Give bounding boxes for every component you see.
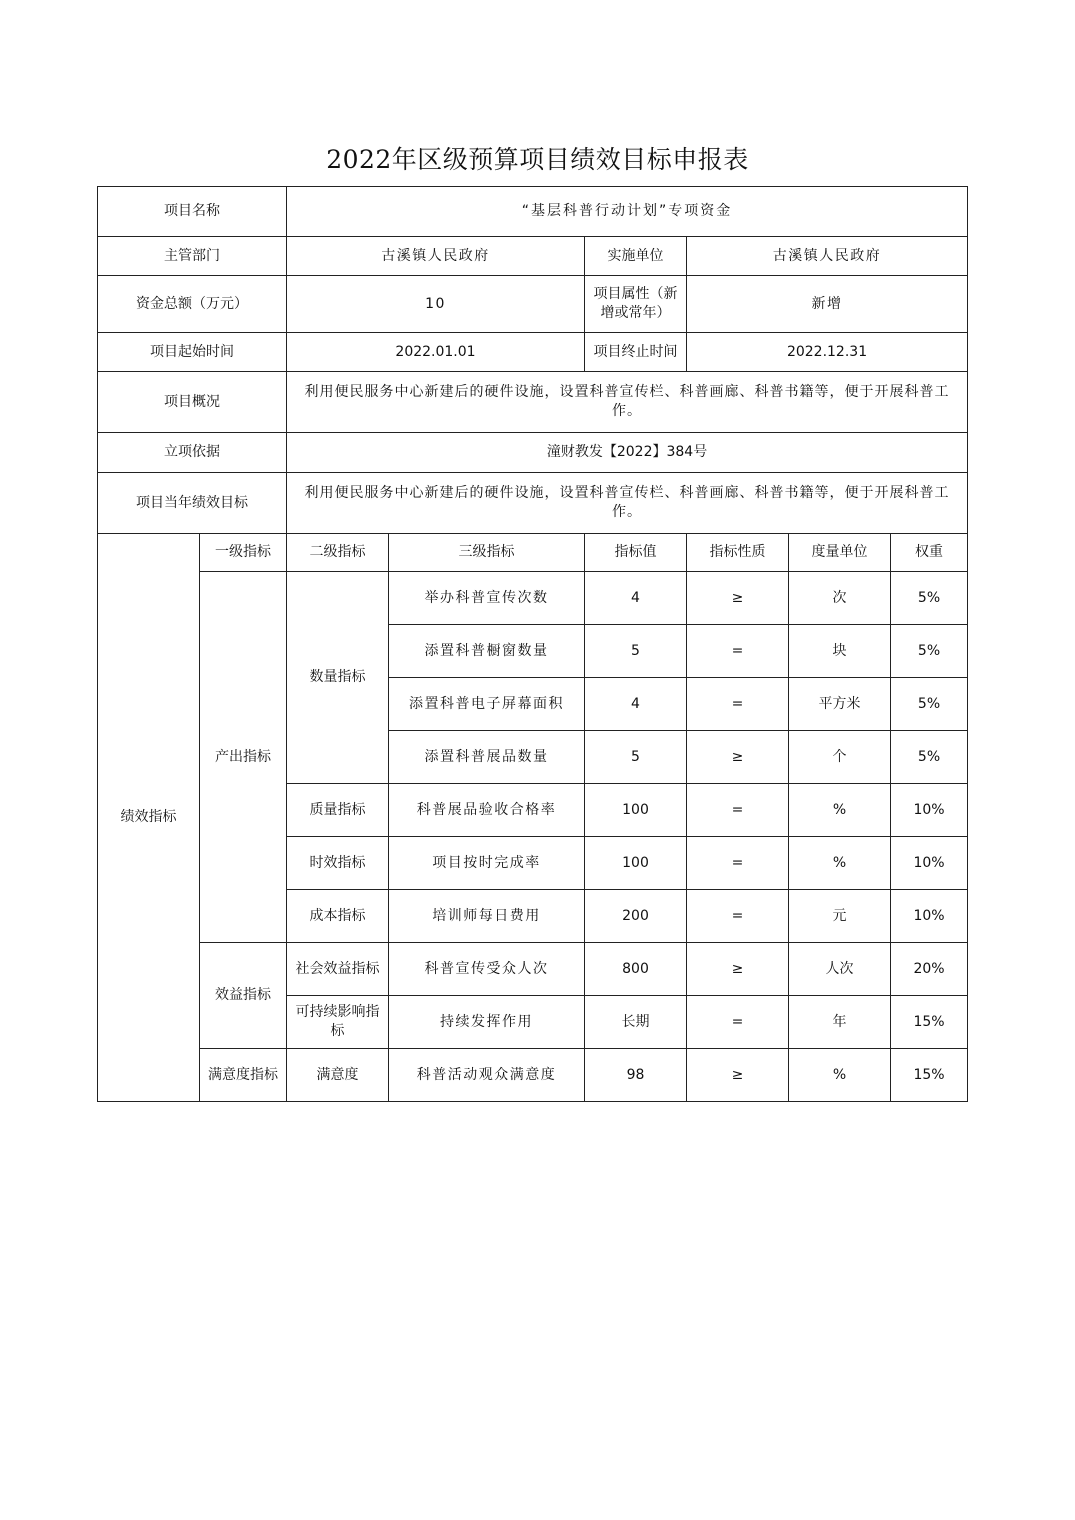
annual-goal-label: 项目当年绩效目标 — [98, 473, 287, 534]
end-time-label: 项目终止时间 — [585, 333, 687, 372]
indicator-value: 100 — [585, 784, 687, 837]
indicator-unit: % — [789, 837, 891, 890]
indicator-nature: ≥ — [687, 1049, 789, 1102]
indicator-nature: ≥ — [687, 943, 789, 996]
start-time-label: 项目起始时间 — [98, 333, 287, 372]
header-unit: 度量单位 — [789, 534, 891, 572]
indicator-unit: 个 — [789, 731, 891, 784]
indicator-nature: = — [687, 625, 789, 678]
sub-cost: 成本指标 — [287, 890, 389, 943]
project-name-label: 项目名称 — [98, 187, 287, 237]
table-row — [98, 572, 968, 625]
indicator-nature: = — [687, 784, 789, 837]
indicator-name: 科普宣传受众人次 — [389, 943, 585, 996]
basis-label: 立项依据 — [98, 433, 287, 473]
indicator-nature: = — [687, 678, 789, 731]
indicator-weight: 10% — [891, 837, 968, 890]
table-row — [98, 1049, 968, 1102]
indicator-unit: 块 — [789, 625, 891, 678]
dept-label: 主管部门 — [98, 237, 287, 276]
indicator-weight: 15% — [891, 1049, 968, 1102]
indicator-name: 持续发挥作用 — [389, 996, 585, 1049]
indicator-value: 800 — [585, 943, 687, 996]
basis-value: 潼财教发【2022】384号 — [287, 433, 968, 473]
indicator-value: 200 — [585, 890, 687, 943]
dept-value: 古溪镇人民政府 — [287, 237, 585, 276]
sub-timeliness: 时效指标 — [287, 837, 389, 890]
attribute-label: 项目属性（新增或常年） — [585, 276, 687, 333]
sub-quality: 质量指标 — [287, 784, 389, 837]
indicator-nature: ≥ — [687, 572, 789, 625]
indicator-name: 科普展品验收合格率 — [389, 784, 585, 837]
sub-satisfaction: 满意度 — [287, 1049, 389, 1102]
group-satisfaction: 满意度指标 — [200, 1049, 287, 1102]
overview-value: 利用便民服务中心新建后的硬件设施，设置科普宣传栏、科普画廊、科普书籍等，便于开展科普工作。 — [287, 372, 968, 433]
indicator-value: 98 — [585, 1049, 687, 1102]
indicator-name: 添置科普展品数量 — [389, 731, 585, 784]
annual-goal-row — [98, 473, 968, 534]
indicator-weight: 20% — [891, 943, 968, 996]
dept-row — [98, 237, 968, 276]
indicator-weight: 5% — [891, 678, 968, 731]
impl-unit-value: 古溪镇人民政府 — [687, 237, 968, 276]
total-funds-label: 资金总额（万元） — [98, 276, 287, 333]
indicator-name: 添置科普橱窗数量 — [389, 625, 585, 678]
indicator-unit: 元 — [789, 890, 891, 943]
indicator-weight: 5% — [891, 731, 968, 784]
indicator-unit: % — [789, 1049, 891, 1102]
project-name-row — [98, 187, 968, 237]
indicator-weight: 10% — [891, 784, 968, 837]
indicator-value: 4 — [585, 572, 687, 625]
indicator-nature: = — [687, 890, 789, 943]
indicator-value: 长期 — [585, 996, 687, 1049]
indicator-name: 项目按时完成率 — [389, 837, 585, 890]
indicator-unit: % — [789, 784, 891, 837]
basis-row — [98, 433, 968, 473]
indicator-weight: 5% — [891, 625, 968, 678]
indicator-value: 5 — [585, 731, 687, 784]
group-output: 产出指标 — [200, 572, 287, 943]
sub-sustainable: 可持续影响指标 — [287, 996, 389, 1049]
time-row — [98, 333, 968, 372]
project-name-value: “基层科普行动计划”专项资金 — [287, 187, 968, 237]
indicator-weight: 10% — [891, 890, 968, 943]
header-value: 指标值 — [585, 534, 687, 572]
indicator-header-row — [98, 534, 968, 572]
performance-form-table — [97, 186, 968, 1102]
indicator-nature: = — [687, 837, 789, 890]
impl-unit-label: 实施单位 — [585, 237, 687, 276]
indicator-nature: ≥ — [687, 731, 789, 784]
indicator-value: 4 — [585, 678, 687, 731]
indicator-unit: 次 — [789, 572, 891, 625]
indicator-weight: 15% — [891, 996, 968, 1049]
sub-quantity: 数量指标 — [287, 572, 389, 784]
header-weight: 权重 — [891, 534, 968, 572]
indicator-unit: 平方米 — [789, 678, 891, 731]
start-time-value: 2022.01.01 — [287, 333, 585, 372]
performance-label: 绩效指标 — [98, 534, 200, 1102]
funds-row — [98, 276, 968, 333]
sub-social: 社会效益指标 — [287, 943, 389, 996]
header-level1: 一级指标 — [200, 534, 287, 572]
header-level3: 三级指标 — [389, 534, 585, 572]
indicator-name: 科普活动观众满意度 — [389, 1049, 585, 1102]
indicator-unit: 年 — [789, 996, 891, 1049]
page-title: 2022年区级预算项目绩效目标申报表 — [326, 145, 749, 174]
indicator-weight: 5% — [891, 572, 968, 625]
annual-goal-value: 利用便民服务中心新建后的硬件设施，设置科普宣传栏、科普画廊、科普书籍等，便于开展科普工作。 — [287, 473, 968, 534]
indicator-unit: 人次 — [789, 943, 891, 996]
indicator-value: 100 — [585, 837, 687, 890]
end-time-value: 2022.12.31 — [687, 333, 968, 372]
header-level2: 二级指标 — [287, 534, 389, 572]
group-benefit: 效益指标 — [200, 943, 287, 1049]
indicator-name: 举办科普宣传次数 — [389, 572, 585, 625]
indicator-name: 培训师每日费用 — [389, 890, 585, 943]
header-nature: 指标性质 — [687, 534, 789, 572]
total-funds-value: 10 — [287, 276, 585, 333]
table-row — [98, 943, 968, 996]
attribute-value: 新增 — [687, 276, 968, 333]
indicator-value: 5 — [585, 625, 687, 678]
overview-row — [98, 372, 968, 433]
overview-label: 项目概况 — [98, 372, 287, 433]
indicator-name: 添置科普电子屏幕面积 — [389, 678, 585, 731]
indicator-nature: = — [687, 996, 789, 1049]
